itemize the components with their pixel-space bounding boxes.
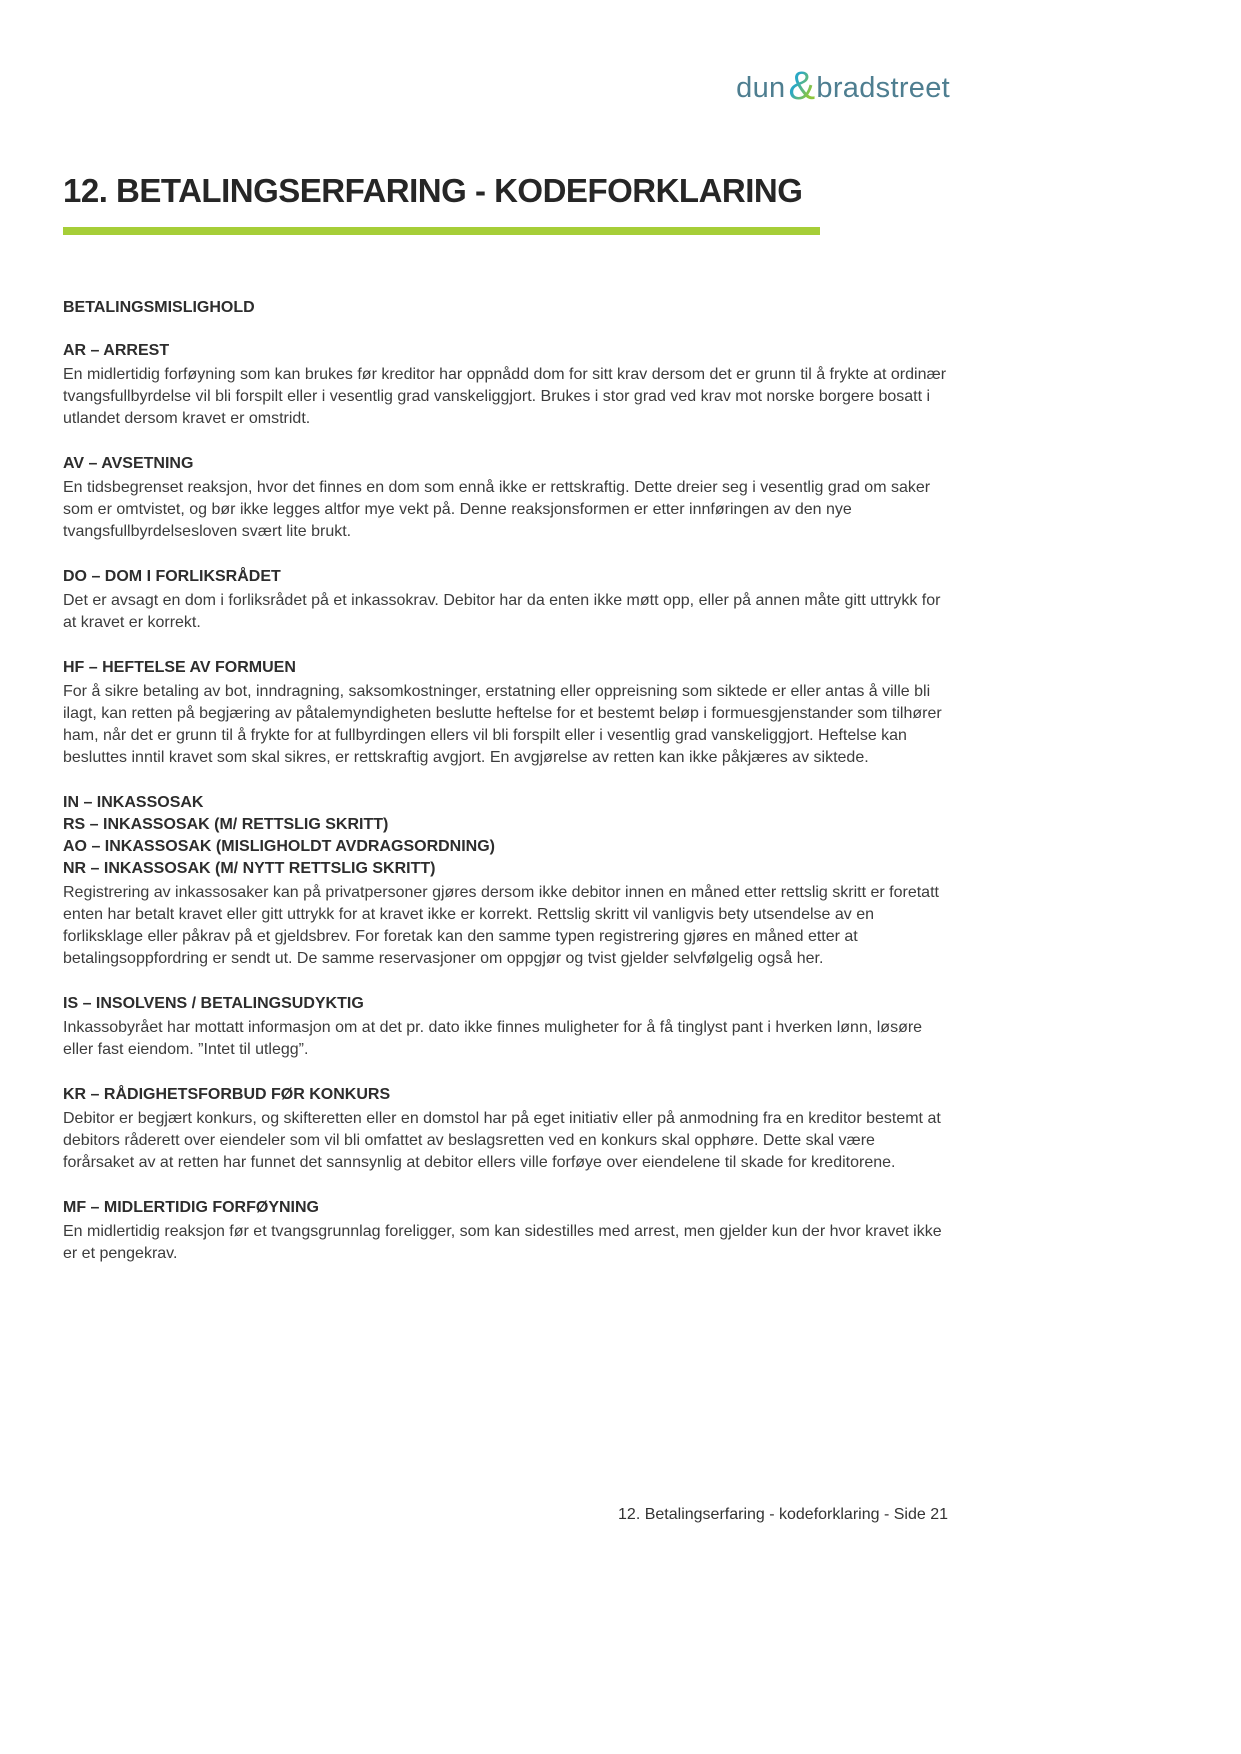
dun-bradstreet-logo xyxy=(736,64,950,108)
section-heading-betalingsmislighold: BETALINGSMISLIGHOLD xyxy=(63,299,255,316)
entry-inkassosak-group xyxy=(63,792,949,970)
code-description: En midlertidig forføyning som kan brukes før kreditor har oppnådd dom for sitt krav dersom det er grunn til å frykte at ordinær tvangsfullbyrdelse vil bli forspilt eller i vesentlig grad vanskeliggjort. Brukes i stor grad ved krav mot norske borgere bosatt i utlandet dersom kravet er omstridt. xyxy=(63,366,947,427)
code-description: Registrering av inkassosaker kan på privatpersoner gjøres dersom ikke debitor innen en måned etter rettslig skritt er foretatt enten har betalt kravet eller gitt uttrykk for at kravet ikke er korrekt. Rettslig skritt vil vanligvis bety utsendelse av en forliksklage eller påkrav på et gjeldsbrev. For foretak kan den samme typen registrering gjøres en måned etter at betalingsoppfordring er sendt ut. De samme reservasjoner om oppgjør og tvist gjelder selvfølgelig også her. xyxy=(63,884,939,967)
entry-ar-arrest xyxy=(63,340,949,430)
entry-is-insolvens xyxy=(63,993,949,1061)
code-heading: IN – INKASSOSAK xyxy=(63,794,204,811)
page-title: 12. BETALINGSERFARING - KODEFORKLARING xyxy=(63,172,803,209)
code-heading: AV – AVSETNING xyxy=(63,455,194,472)
code-description: Inkassobyrået har mottatt informasjon om at det pr. dato ikke finnes muligheter for å få tinglyst pant i hverken lønn, løsøre eller fast eiendom. ”Intet til utlegg”. xyxy=(63,1019,923,1058)
code-heading: KR – RÅDIGHETSFORBUD FØR KONKURS xyxy=(63,1086,391,1103)
entry-do-dom-i-forliksradet xyxy=(63,566,949,634)
entry-kr-radighetsforbud xyxy=(63,1084,949,1174)
logo-word-bradstreet: bradstreet xyxy=(816,71,950,104)
title-underline-rule xyxy=(63,227,820,235)
code-description: En midlertidig reaksjon før et tvangsgrunnlag foreligger, som kan sidestilles med arrest, men gjelder kun der hvor kravet ikke er et pengekrav. xyxy=(63,1223,942,1262)
code-heading: AO – INKASSOSAK (MISLIGHOLDT AVDRAGSORDNING) xyxy=(63,838,496,855)
code-heading: AR – ARREST xyxy=(63,342,170,359)
page-footer: 12. Betalingserfaring - kodeforklaring - Side 21 xyxy=(618,1506,948,1523)
code-description: Debitor er begjært konkurs, og skifteretten eller en domstol har på eget initiativ eller på anmodning fra en kreditor bestemt at debitors råderett over eiendeler som vil bli omfattet av beslagsretten ved en konkurs skal opphøre. Dette skal være forårsaket av at retten har funnet det sannsynlig at debitor ellers ville forføye over eiendelene til skade for kreditorene. xyxy=(63,1110,941,1171)
code-heading: MF – MIDLERTIDIG FORFØYNING xyxy=(63,1199,319,1216)
ampersand-logo-icon: & xyxy=(788,64,816,108)
code-description: Det er avsagt en dom i forliksrådet på et inkassokrav. Debitor har da enten ikke møtt opp, eller på annen måte gitt uttrykk for at kravet er korrekt. xyxy=(63,592,941,631)
logo-word-dun: dun xyxy=(736,71,786,104)
code-heading: RS – INKASSOSAK (M/ RETTSLIG SKRITT) xyxy=(63,816,389,833)
entry-mf-midlertidig-forfoyning xyxy=(63,1197,949,1265)
code-heading: DO – DOM I FORLIKSRÅDET xyxy=(63,568,281,585)
code-heading: HF – HEFTELSE AV FORMUEN xyxy=(63,659,296,676)
document-content xyxy=(63,172,949,1265)
code-heading: NR – INKASSOSAK (M/ NYTT RETTSLIG SKRITT) xyxy=(63,860,436,877)
code-heading: IS – INSOLVENS / BETALINGSUDYKTIG xyxy=(63,995,364,1012)
entry-hf-heftelse-av-formuen xyxy=(63,657,949,769)
code-description: For å sikre betaling av bot, inndragning, saksomkostninger, erstatning eller oppreisning som siktede er eller antas å ville bli ilagt, kan retten på begjæring av påtalemyndigheten beslutte heftelse for et bestemt beløp i formuesgjenstander som tilhører ham, når det er grunn til å frykte for at fullbyrdingen ellers vil bli forspilt eller i vesentlig grad vanskeliggjort. Heftelse kan besluttes inntil kravet som skal sikres, er rettskraftig avgjort. En avgjørelse av retten kan ikke påkjæres av siktede. xyxy=(63,683,942,766)
code-description: En tidsbegrenset reaksjon, hvor det finnes en dom som ennå ikke er rettskraftig. Dette dreier seg i vesentlig grad om saker som er omtvistet, og bør ikke legges altfor mye vekt på. Denne reaksjonsformen er etter innføringen av den nye tvangsfullbyrdelsesloven svært lite brukt. xyxy=(63,479,931,540)
entry-av-avsetning xyxy=(63,453,949,543)
